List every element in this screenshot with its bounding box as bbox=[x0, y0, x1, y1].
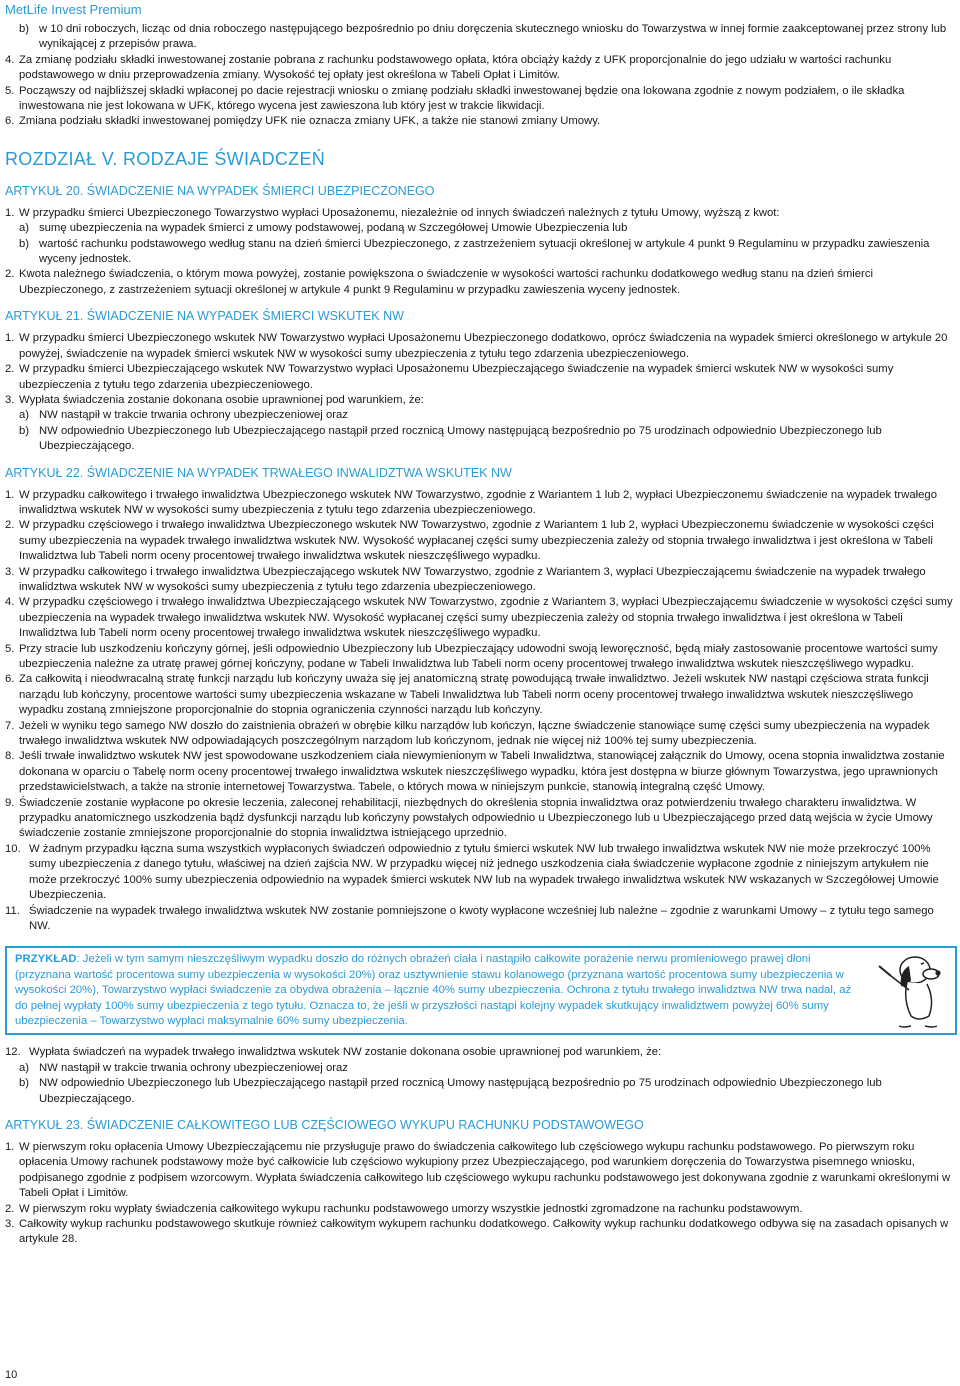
article-23-title: ARTYKUŁ 23. ŚWIADCZENIE CAŁKOWITEGO LUB CZĘŚCIOWEGO WYKUPU RACHUNKU PODSTAWOWEGO bbox=[5, 1117, 644, 1132]
list-item-number: 2. bbox=[5, 519, 15, 532]
list-item-text: Całkowity wykup rachunku podstawowego skutkuje również całkowitym wykupem rachunku dodatkowego. Całkowity wykup rachunku dodatkowego odbywa się na zasadach opisanych w artykule 28. bbox=[19, 1218, 949, 1246]
list-item-text: Wypłata świadczeń na wypadek trwałego inwalidztwa wskutek NW zostanie dokonana osobie uprawnionej pod warunkiem, że: bbox=[29, 1046, 662, 1059]
example-label: PRZYKŁAD bbox=[15, 953, 77, 966]
list-item-number: 2. bbox=[5, 1202, 15, 1215]
list-item-number: b) bbox=[19, 237, 30, 250]
article-23-body bbox=[5, 1140, 957, 1248]
list-item-text: NW nastąpił w trakcie trwania ochrony ubezpieczeniowej oraz bbox=[39, 409, 348, 422]
list-item bbox=[5, 114, 957, 129]
list-item-number: 11. bbox=[5, 904, 20, 917]
list-item bbox=[5, 518, 957, 564]
list-item bbox=[5, 904, 957, 935]
document-header: MetLife Invest Premium bbox=[5, 2, 142, 17]
list-item-text: W przypadku całkowitego i trwałego inwalidztwa Ubezpieczającego wskutek NW Towarzystwo, zgodnie z Wariantem 3, wypłaci Ubezpieczającemu świadczenie na wypadek trwałego inwalidztwa wskutek NW w wysokości sumy ubezpieczenia z tytułu tego zdarzenia ubezpieczeniowego. bbox=[19, 565, 926, 593]
list-item-text: Zmiana podziału składki inwestowanej pomiędzy UFK nie oznacza zmiany UFK, a także nie stanowi zmiany Umowy. bbox=[19, 115, 601, 128]
list-item-number: a) bbox=[19, 1061, 30, 1074]
list-item bbox=[5, 488, 957, 519]
sub-list-item bbox=[5, 424, 957, 455]
article-22-body bbox=[5, 488, 957, 935]
list-item-text: w 10 dni roboczych, licząc od dnia roboczego następującego bezpośrednio po dniu doręczenia skutecznego wniosku do Towarzystwa w innej formie zaakceptowanej przez strony lub wynikającej z przepisów prawa. bbox=[39, 23, 947, 51]
list-item-number: 3. bbox=[5, 565, 15, 578]
list-item bbox=[5, 393, 957, 408]
article-22-body-continued bbox=[5, 1045, 957, 1107]
article-20-body bbox=[5, 206, 957, 298]
list-item-text: W przypadku częściowego i trwałego inwalidztwa Ubezpieczającego wskutek NW Towarzystwo, zgodnie z Wariantem 3, wypłaci Ubezpieczającemu świadczenie w wysokości części sumy ubezpieczenia na wypadek trwałego inwalidztwa wskutek NW. Wysokość wypłacanej części sumy ubezpieczenia zależy od stopnia trwałego inwalidztwa i jest określona w Tabeli Inwalidztwa lub Tabeli norm oceny procentowej trwałego inwalidztwa wskutek nieszczęśliwego wypadku. bbox=[19, 596, 953, 640]
example-box bbox=[5, 946, 957, 1035]
list-item-number: 6. bbox=[5, 673, 15, 686]
list-item-number: 4. bbox=[5, 53, 15, 66]
list-item-text: Jeśli trwałe inwalidztwo wskutek NW jest spowodowane uszkodzeniem ciała niewymienionym w Tabeli Inwalidztwa, stanowiącej załącznik do Umowy, ocena stopnia inwalidztwa zostanie dokonana w oparciu o Tabelę norm oceny procentowej trwałego inwalidztwa wskutek nieszczęśliwego wypadku, która jest dostępna w biurze głównym Towarzystwa, jego uprawnionych przedstawicielstwach, a także na stronie internetowej Towarzystwa. Tabele, o których mowa w niniejszym punkcie, stanowią integralną część Umowy. bbox=[19, 750, 945, 794]
list-item-number: b) bbox=[19, 1077, 30, 1090]
list-item-number: b) bbox=[19, 23, 30, 35]
list-item bbox=[5, 565, 957, 596]
list-item-number: 12. bbox=[5, 1046, 21, 1059]
list-item bbox=[5, 672, 957, 718]
example-text: PRZYKŁAD: Jeżeli w tym samym nieszczęśliwym wypadku doszło do różnych obrażeń ciała i nastąpiło całkowite porażenie nerwu promieniowego prawej dłoni (przyznana wartość procentowa sumy ubezpieczenia w wysokości 20%) oraz usztywnienie stawu kolanowego (przyznana wartość procentowa sumy ubezpieczenia w wysokości 20%), Towarzystwo wypłaci świadczenie za obydwa obrażenia – łącznie 40% sumy ubezpieczenia. Ochrona z tytułu trwałego inwalidztwa NW trwa nadal, aż do pełnej wypłaty 100% sumy ubezpieczenia z tego tytułu. Oznacza to, że jeśli w przyszłości nastąpi kolejny wypadek skutkujący inwalidztwem powyżej 60% sumy ubezpieczenia – Towarzystwo wypłaci maksymalnie 60% sumy ubezpieczenia. bbox=[15, 953, 852, 1027]
list-item-number: a) bbox=[19, 409, 30, 422]
list-item bbox=[5, 362, 957, 393]
top-list bbox=[5, 22, 957, 130]
list-item-text: NW odpowiednio Ubezpieczonego lub Ubezpieczającego nastąpił przed rocznicą Umowy następującą bezpośrednio po 75 urodzinach odpowiednio Ubezpieczonego lub Ubezpieczającego. bbox=[39, 1077, 882, 1105]
list-item bbox=[5, 719, 957, 750]
list-item-text: Za całkowitą i nieodwracalną stratę funkcji narządu lub kończyny uważa się jej anatomiczną stratę powodującą trwałe inwalidztwo. Jeżeli wskutek NW nastąpi częściowa strata funkcji narządu lub kończyny, procentowe wartości sumy ubezpieczenia wskazane w Tabeli Inwalidztwa lub Tabeli norm oceny procentowej trwałego inwalidztwa wskutek nieszczęśliwego wypadku zostaną zmniejszone proporcjonalnie do stopnia ograniczenia czynności narządu lub kończyny. bbox=[19, 673, 929, 717]
list-item-text: Jeżeli w wyniku tego samego NW doszło do zaistnienia obrażeń w obrębie kilku narządów lub kończyn, łączne świadczenie stanowiące sumę części sumy ubezpieczenia na wypadek trwałego inwalidztwa wskutek NW odpowiadających poszczególnym narządom lub kończynom, jednak nie więcej niż 100% tej sumy ubezpieczenia. bbox=[19, 719, 930, 748]
list-item-text: W pierwszym roku opłacenia Umowy Ubezpieczającemu nie przysługuje prawo do świadczenia całkowitego lub częściowego wykupu rachunku podstawowego. Po pierwszym roku opłacenia Umowy rachunek podstawowy może być całkowicie lub częściowo wykupiony przez Ubezpieczającego, pod warunkiem doręczenia do Towarzystwa pisemnego wniosku, podpisanego zgodnie z podpisem wzorcowym. Wypłata świadczenia całkowitego lub częściowego wykupu rachunku podstawowego jest dokonywana zgodnie z warunkami określonymi w Tabeli Opłat i Limitów. bbox=[19, 1140, 951, 1200]
list-item-number: 8. bbox=[5, 750, 15, 763]
sub-list-item bbox=[5, 1076, 957, 1107]
list-item-number: 5. bbox=[5, 84, 15, 97]
list-item-number: 10. bbox=[5, 842, 21, 855]
document-body bbox=[5, 22, 957, 1248]
list-item-text: sumę ubezpieczenia na wypadek śmierci z umowy podstawowej, podaną w Szczegółowej Umowie Ubezpieczenia lub bbox=[39, 222, 628, 235]
list-item-text: W żadnym przypadku łączna suma wszystkich wypłaconych świadczeń odpowiednio z tytułu śmierci wskutek NW lub trwałego inwalidztwa wskutek NW nie może przekroczyć 100% sumy ubezpieczenia z danego tytułu, właściwej na dzień zajścia NW. W przypadku więcej niż jednego uszkodzenia ciała świadczenie wypłacone zgodnie z niniejszym artykułem nie może przekroczyć 100% sumy ubezpieczenia odpowiednio na wypadek śmierci wskutek NW lub na wypadek trwałego inwalidztwa wskutek NW wskazanych w Szczegółowej Umowie Ubezpieczenia. bbox=[29, 842, 939, 902]
article-21-body bbox=[5, 331, 957, 454]
list-item-text: NW nastąpił w trakcie trwania ochrony ubezpieczeniowej oraz bbox=[39, 1061, 348, 1074]
list-item-text: Za zmianę podziału składki inwestowanej zostanie pobrana z rachunku podstawowego opłata, która obciąży każdy z UFK proporcjonalnie do jego udziału w wartości rachunku podstawowego w dniu przeprowadzenia zmiany. Wysokość tej opłaty jest określona w Tabeli Opłat i Limitów. bbox=[19, 53, 892, 82]
list-item-text: Świadczenie zostanie wypłacone po okresie leczenia, zaleconej rehabilitacji, niezbędnych do określenia stopnia inwalidztwa oraz potwierdzeniu trwałego charakteru inwalidztwa. W przypadku anatomicznego uszkodzenia bądź dysfunkcji narządu lub kończyny powstałych odpowiednio u Ubezpieczonego lub u Ubezpieczającego przed datą wejścia w życie Umowy świadczenie zostanie zmniejszone proporcjonalnie do stopnia inwalidztwa istniejącego uprzednio. bbox=[19, 796, 933, 840]
list-item bbox=[5, 842, 957, 904]
list-item bbox=[5, 796, 957, 842]
list-item-number: a) bbox=[19, 222, 30, 235]
list-item bbox=[5, 1217, 957, 1248]
list-item-text: W przypadku śmierci Ubezpieczonego wskutek NW Towarzystwo wypłaci Uposażonemu Ubezpieczonego dodatkowo, oprócz świadczenia na wypadek śmierci określonego w artykule 20 powyżej, świadczenie na wypadek śmierci wskutek NW w wysokości sumy ubezpieczenia z tytułu tego zdarzenia ubezpieczeniowego. bbox=[19, 332, 948, 360]
list-item-number: 7. bbox=[5, 719, 15, 732]
list-item-number: 1. bbox=[5, 206, 15, 219]
list-item-text: Wypłata świadczenia zostanie dokonana osobie uprawnionej pod warunkiem, że: bbox=[19, 393, 424, 406]
article-20-title: ARTYKUŁ 20. ŚWIADCZENIE NA WYPADEK ŚMIERCI UBEZPIECZONEGO bbox=[5, 183, 435, 198]
article-22-title: ARTYKUŁ 22. ŚWIADCZENIE NA WYPADEK TRWAŁEGO INWALIDZTWA WSKUTEK NW bbox=[5, 465, 512, 480]
list-item bbox=[5, 206, 957, 221]
list-item bbox=[5, 1202, 957, 1217]
list-item-number: b) bbox=[19, 424, 30, 437]
list-item bbox=[5, 749, 957, 795]
list-item-text: wartość rachunku podstawowego według stanu na dzień śmierci Ubezpieczonego, z zastrzeżeniem sytuacji określonej w artykule 4 punkt 9 Regulaminu w przypadku zawieszenia wyceny jednostek. bbox=[39, 237, 930, 266]
list-item-number: 6. bbox=[5, 115, 15, 128]
list-item-number: 1. bbox=[5, 332, 15, 345]
list-item bbox=[5, 267, 957, 298]
list-item-text: Kwota należnego świadczenia, o którym mowa powyżej, zostanie powiększona o świadczenie w wysokości wartości rachunku dodatkowego według stanu na dzień śmierci Ubezpieczonego, z zastrzeżeniem sytuacji określonej w artykule 4 punkt 9 Regulaminu w przypadku zawieszenia wyceny jednostek. bbox=[19, 268, 873, 296]
list-item-number: 4. bbox=[5, 596, 15, 609]
list-item-text: W pierwszym roku wypłaty świadczenia całkowitego wykupu rachunku podstawowego umorzy wszystkie jednostki zgromadzone na rachunku podstawowym. bbox=[19, 1202, 803, 1215]
sub-list-item bbox=[5, 221, 957, 236]
list-item-text: Świadczenie na wypadek trwałego inwalidztwa wskutek NW zostanie pomniejszone o kwoty wypłacone wcześniej lub należne – zgodnie z warunkami Umowy – z tytułu tego samego NW. bbox=[29, 904, 934, 932]
list-item bbox=[5, 642, 957, 673]
list-item bbox=[5, 595, 957, 641]
snoopy-illustration-icon bbox=[871, 944, 951, 1032]
list-item-number: 3. bbox=[5, 393, 15, 406]
list-item-number: 5. bbox=[5, 642, 15, 655]
list-item-text: W przypadku całkowitego i trwałego inwalidztwa Ubezpieczonego wskutek NW Towarzystwo, zgodnie z Wariantem 1 lub 2, wypłaci Ubezpieczonemu świadczenie na wypadek trwałego inwalidztwa wskutek NW w wysokości sumy ubezpieczenia z tytułu tego zdarzenia ubezpieczeniowego. bbox=[19, 488, 937, 516]
list-item-text: NW odpowiednio Ubezpieczonego lub Ubezpieczającego nastąpił przed rocznicą Umowy następującą bezpośrednio po 75 urodzinach odpowiednio Ubezpieczonego lub Ubezpieczającego. bbox=[39, 424, 882, 453]
chapter-title: ROZDZIAŁ V. RODZAJE ŚWIADCZEŃ bbox=[5, 148, 326, 169]
list-item bbox=[5, 53, 957, 84]
sub-list-item bbox=[5, 22, 957, 53]
list-item-text: Przy stracie lub uszkodzeniu kończyny górnej, jeśli odpowiednio Ubezpieczony lub Ubezpieczający udowodni swoją leworęczność, będą miały zastosowanie procentowe wartości sumy ubezpieczenia należne za utratę prawej górnej kończyny, podane w Tabeli Inwalidztwa lub Tabeli norm oceny procentowej trwałego inwalidztwa wskutek nieszczęśliwego wypadku. bbox=[19, 642, 938, 670]
list-item bbox=[5, 331, 957, 362]
list-item-number: 2. bbox=[5, 363, 15, 376]
list-item-text: Począwszy od najbliższej składki wpłaconej po dacie rejestracji wniosku o zmianę podziału składki inwestowanej będzie ona lokowana zgodnie z nowym podziałem, o ile składka inwestowana nie jest lokowana w UFK, którego wycena jest zawieszona lub który jest w trakcie likwidacji. bbox=[19, 84, 905, 113]
sub-list-item bbox=[5, 1061, 957, 1076]
page-number: 10 bbox=[5, 1369, 18, 1381]
list-item-number: 3. bbox=[5, 1218, 15, 1230]
list-item-text: W przypadku śmierci Ubezpieczającego wskutek NW Towarzystwo wypłaci Uposażonemu Ubezpieczającego świadczenie na wypadek śmierci wskutek NW w wysokości sumy ubezpieczenia z tytułu tego zdarzenia ubezpieczeniowego. bbox=[19, 363, 894, 391]
list-item-number: 1. bbox=[5, 488, 15, 501]
sub-list-item bbox=[5, 237, 957, 268]
list-item bbox=[5, 1140, 957, 1202]
article-21-title: ARTYKUŁ 21. ŚWIADCZENIE NA WYPADEK ŚMIERCI WSKUTEK NW bbox=[5, 309, 404, 324]
sub-list-item bbox=[5, 408, 957, 423]
list-item-number: 2. bbox=[5, 268, 15, 281]
list-item bbox=[5, 1045, 957, 1060]
list-item-text: W przypadku śmierci Ubezpieczonego Towarzystwo wypłaci Uposażonemu, niezależnie od innych świadczeń należnych z tytułu Umowy, wyższą z kwot: bbox=[19, 206, 780, 219]
list-item-number: 1. bbox=[5, 1140, 15, 1153]
list-item bbox=[5, 84, 957, 115]
list-item-number: 9. bbox=[5, 796, 15, 809]
list-item-text: W przypadku częściowego i trwałego inwalidztwa Ubezpieczonego wskutek NW Towarzystwo, zgodnie z Wariantem 1 lub 2, wypłaci Ubezpieczonemu świadczenie w wysokości części sumy ubezpieczenia na wypadek trwałego inwalidztwa wskutek NW. Wysokość wypłacanej części sumy ubezpieczenia zależy od stopnia trwałego inwalidztwa i jest określona w Tabeli Inwalidztwa lub Tabeli norm oceny procentowej trwałego inwalidztwa wskutek nieszczęśliwego wypadku. bbox=[19, 519, 934, 563]
